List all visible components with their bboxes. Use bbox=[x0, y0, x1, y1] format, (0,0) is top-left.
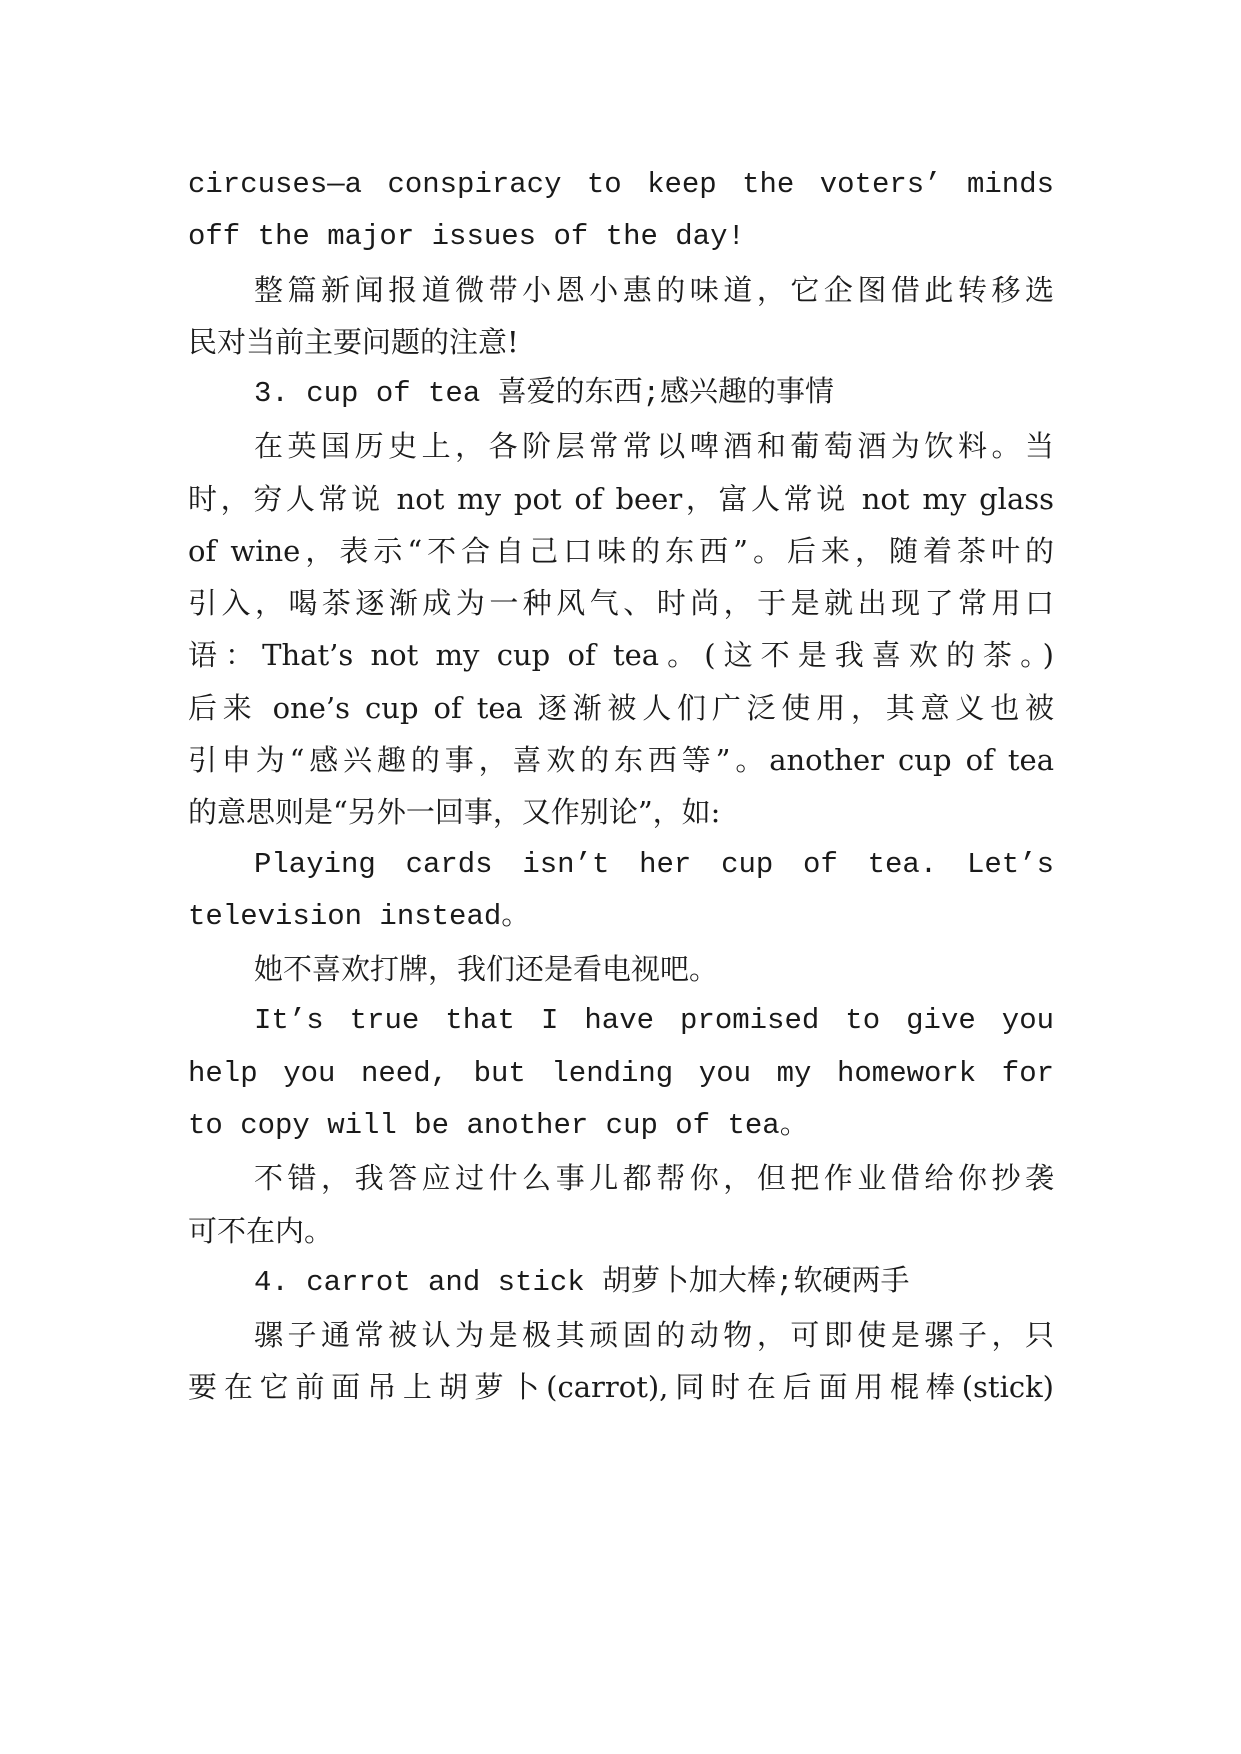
text-line-24: 要在它前面吊上胡萝卜(carrot),同时在后面用棍棒(stick) bbox=[188, 1370, 1054, 1404]
example-en-1-line-2: television instead。 bbox=[188, 900, 531, 933]
example-en-2-line-1: It’s true that I have promised to give you bbox=[254, 1004, 1054, 1037]
text-line-3: 整篇新闻报道微带小恩小惠的味道，它企图借此转移选 bbox=[254, 273, 1054, 307]
text-line-6: 在英国历史上，各阶层常常以啤酒和葡萄酒为饮料。当 bbox=[254, 429, 1054, 463]
text-line-11: 后来 one’s cup of tea 逐渐被人们广泛使用，其意义也被 bbox=[188, 691, 1054, 725]
example-zh-1: 她不喜欢打牌，我们还是看电视吧。 bbox=[254, 952, 719, 986]
example-en-2-line-3: to copy will be another cup of tea。 bbox=[188, 1109, 809, 1142]
text-line-13: 的意思则是“另外一回事，又作别论”，如: bbox=[188, 795, 721, 829]
text-line-23: 骡子通常被认为是极其顽固的动物，可即使是骡子，只 bbox=[254, 1318, 1054, 1352]
text-line-9: 引入，喝茶逐渐成为一种风气、时尚，于是就出现了常用口 bbox=[188, 586, 1054, 620]
example-zh-2-line-1: 不错，我答应过什么事儿都帮你，但把作业借给你抄袭 bbox=[254, 1161, 1054, 1195]
text-line-1: circuses—a conspiracy to keep the voters’ minds bbox=[188, 168, 1054, 201]
text-line-12: 引申为“感兴趣的事，喜欢的东西等”。another cup of tea bbox=[188, 743, 1054, 777]
example-en-1-line-1: Playing cards isn’t her cup of tea. Let’s bbox=[254, 848, 1054, 881]
example-zh-2-line-2: 可不在内。 bbox=[188, 1214, 334, 1248]
text-line-7: 时，穷人常说 not my pot of beer，富人常说 not my glass bbox=[188, 482, 1054, 516]
example-en-2-line-2: help you need, but lending you my homework for bbox=[188, 1057, 1054, 1090]
text-line-8: of wine，表示“不合自己口味的东西”。后来，随着茶叶的 bbox=[188, 534, 1054, 568]
section-heading-4: 4. carrot and stick 胡萝卜加大棒;软硬两手 bbox=[254, 1266, 910, 1299]
text-line-4: 民对当前主要问题的注意! bbox=[188, 325, 519, 359]
text-line-10: 语：That’s not my cup of tea。(这不是我喜欢的茶。) bbox=[188, 638, 1054, 672]
section-heading-3: 3. cup of tea 喜爱的东西;感兴趣的事情 bbox=[254, 377, 835, 410]
text-line-2: off the major issues of the day! bbox=[188, 220, 745, 253]
